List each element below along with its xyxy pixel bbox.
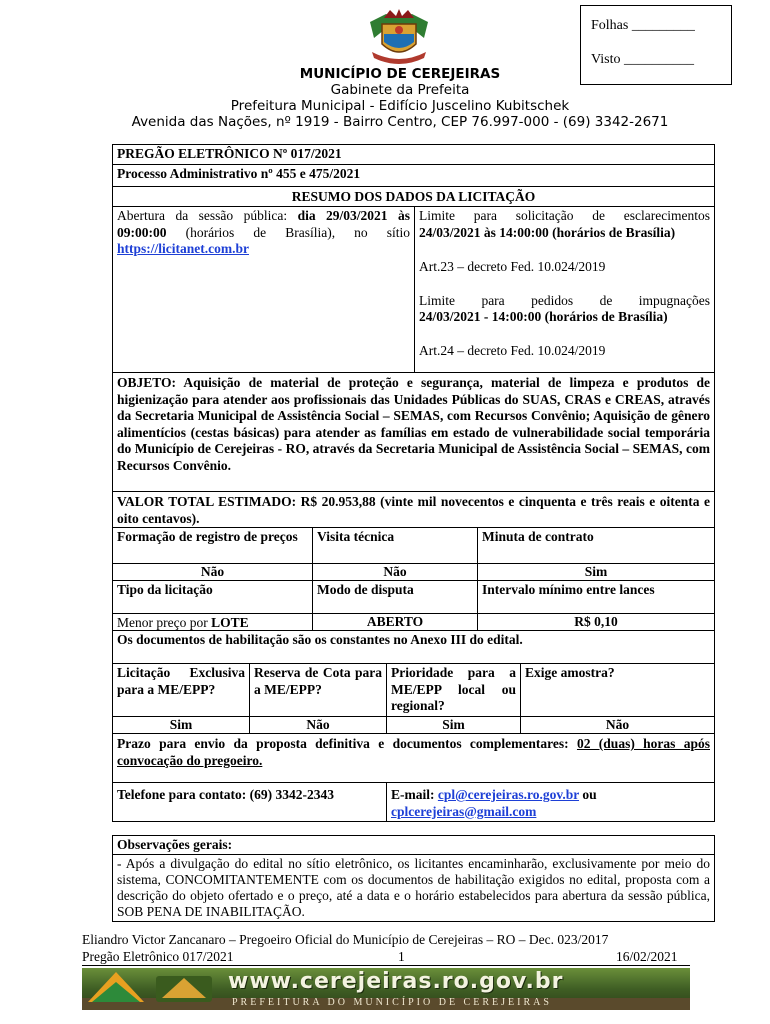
resumo-heading: RESUMO DOS DADOS DA LICITAÇÃO [112,186,715,207]
art24-ref: Art.24 – decreto Fed. 10.024/2019 [419,342,606,358]
amostra-value: Não [520,716,715,734]
visita-value: Não [312,563,478,581]
visto-field: Visto __________ [591,52,694,67]
prazo-cell [112,733,715,783]
reserva-label: Reserva de Cota para a ME/EPP? [249,663,387,717]
impugnacoes-date: 24/03/2021 - 14:00:00 (horários de Brasília) [419,309,668,324]
prefeitura-subtitle: Prefeitura Municipal - Edifício Juscelino Kubitschek [230,98,570,114]
footer-divider [82,965,690,966]
art23-ref: Art.23 – decreto Fed. 10.024/2019 [419,259,606,274]
licitanet-link[interactable]: https://licitanet.com.br [117,241,249,256]
abertura-date: dia 29/03/2021 às 09:00:00 [117,208,411,240]
visita-label: Visita técnica [312,527,478,564]
banner-url: www.cerejeiras.ro.gov.br [228,969,564,994]
gabinete-subtitle: Gabinete da Prefeita [330,82,470,98]
email-link-gmail[interactable]: cplcerejeiras@gmail.com [391,803,537,819]
esclarecimentos-date: 24/03/2021 às 14:00:00 (horários de Brasília) [419,224,676,240]
intervalo-value: R$ 0,10 [477,613,715,631]
pregao-title: PREGÃO ELETRÔNICO Nº 017/2021 [112,144,715,165]
prazo-text: Prazo para envio da proposta definitiva e documentos complementares: [117,736,577,751]
prazo-hours: 02 (duas) horas após convocação do pregoeiro. [117,736,710,768]
observacoes-title: Observações gerais: [112,835,715,855]
abertura-label: Abertura da sessão pública: [117,208,298,223]
email-ou: ou [579,787,597,802]
formacao-label: Formação de registro de preços [112,527,313,564]
address-line: Avenida das Nações, nº 1919 - Bairro Centro, CEP 76.997-000 - (69) 3342-2671 [131,114,669,130]
exclusiva-label: Licitação Exclusiva para a ME/EPP? [112,663,250,717]
telefone-cell: Telefone para contato: (69) 3342-2343 [112,782,387,822]
documentos-cell: Os documentos de habilitação são os constantes no Anexo III do edital. [112,630,715,664]
page-number: 1 [398,949,405,964]
email-cell [386,782,715,822]
valor-estimado-cell: VALOR TOTAL ESTIMADO: R$ 20.953,88 (vinte mil novecentos e cinquenta e três reais e oitenta e oito centavos). [112,491,715,528]
minuta-label: Minuta de contrato [477,527,715,564]
municipal-crest-logo [366,8,432,66]
pregoeiro-signature: Eliandro Victor Zancanaro – Pregoeiro Oficial do Município de Cerejeiras – RO – Dec. 023/2017 [82,932,609,947]
reserva-value: Não [249,716,387,734]
tipo-label: Tipo da licitação [112,580,313,614]
abertura-cell [112,206,415,373]
impugnacoes-label: Limite para pedidos de impugnações [419,292,710,308]
email-link-cpl[interactable]: cpl@cerejeiras.ro.gov.br [437,787,580,802]
minuta-value: Sim [477,563,715,581]
prioridade-value: Sim [386,716,521,734]
modo-label: Modo de disputa [312,580,478,614]
prefeitura-banner [82,968,690,1010]
esclarecimentos-label: Limite para solicitação de esclarecimentos [419,208,710,223]
prioridade-label: Prioridade para a ME/EPP local ou regional? [386,663,521,717]
banner-subtitle: PREFEITURA DO MUNICÍPIO DE CEREJEIRAS [232,997,552,1008]
tipo-value-text: Menor preço por [117,615,212,630]
intervalo-label: Intervalo mínimo entre lances [477,580,715,614]
observacoes-text: - Após a divulgação do edital no sítio eletrônico, os licitantes encaminharão, exclusivamente por meio do sistema, CONCOMITANTEMENTE com os documentos de habilitação exigidos no edital, proposta com a descrição do objeto ofertado e o preço, até a data e o horário estabelecidos para abertura da sessão pública, SOB PENA DE INABILITAÇÃO. [112,854,715,922]
abertura-text: (horários de Brasília), no sítio [166,224,410,240]
tipo-value-lote: LOTE [211,615,249,630]
footer-date: 16/02/2021 [616,949,678,964]
email-label: E-mail: [391,787,438,802]
formacao-value: Não [112,563,313,581]
modo-value: ABERTO [312,613,478,631]
folhas-field: Folhas _________ [591,18,695,33]
limites-cell [414,206,715,373]
tipo-value [112,613,313,631]
municipio-title: MUNICÍPIO DE CEREJEIRAS [299,66,501,82]
amostra-label: Exige amostra? [520,663,715,717]
objeto-cell: OBJETO: Aquisição de material de proteção e segurança, material de limpeza e produtos de higienização para atender aos profissionais das Unidades Públicas do SUAS, CRAS e CREAS, através da Secretaria Municipal de Assistência Social – SEMAS, com Recursos Convênio; Aquisição de gênero alimentícios (cestas básicas) para atender as famílias em estado de vulnerabilidade social temporária do Município de Cerejeiras - RO, através da Secretaria Municipal de Assistência Social – SEMAS, com Recursos Convênio. [112,372,715,492]
exclusiva-value: Sim [112,716,250,734]
processo-line: Processo Administrativo nº 455 e 475/2021 [112,164,715,187]
footer-pregao: Pregão Eletrônico 017/2021 [82,949,234,964]
